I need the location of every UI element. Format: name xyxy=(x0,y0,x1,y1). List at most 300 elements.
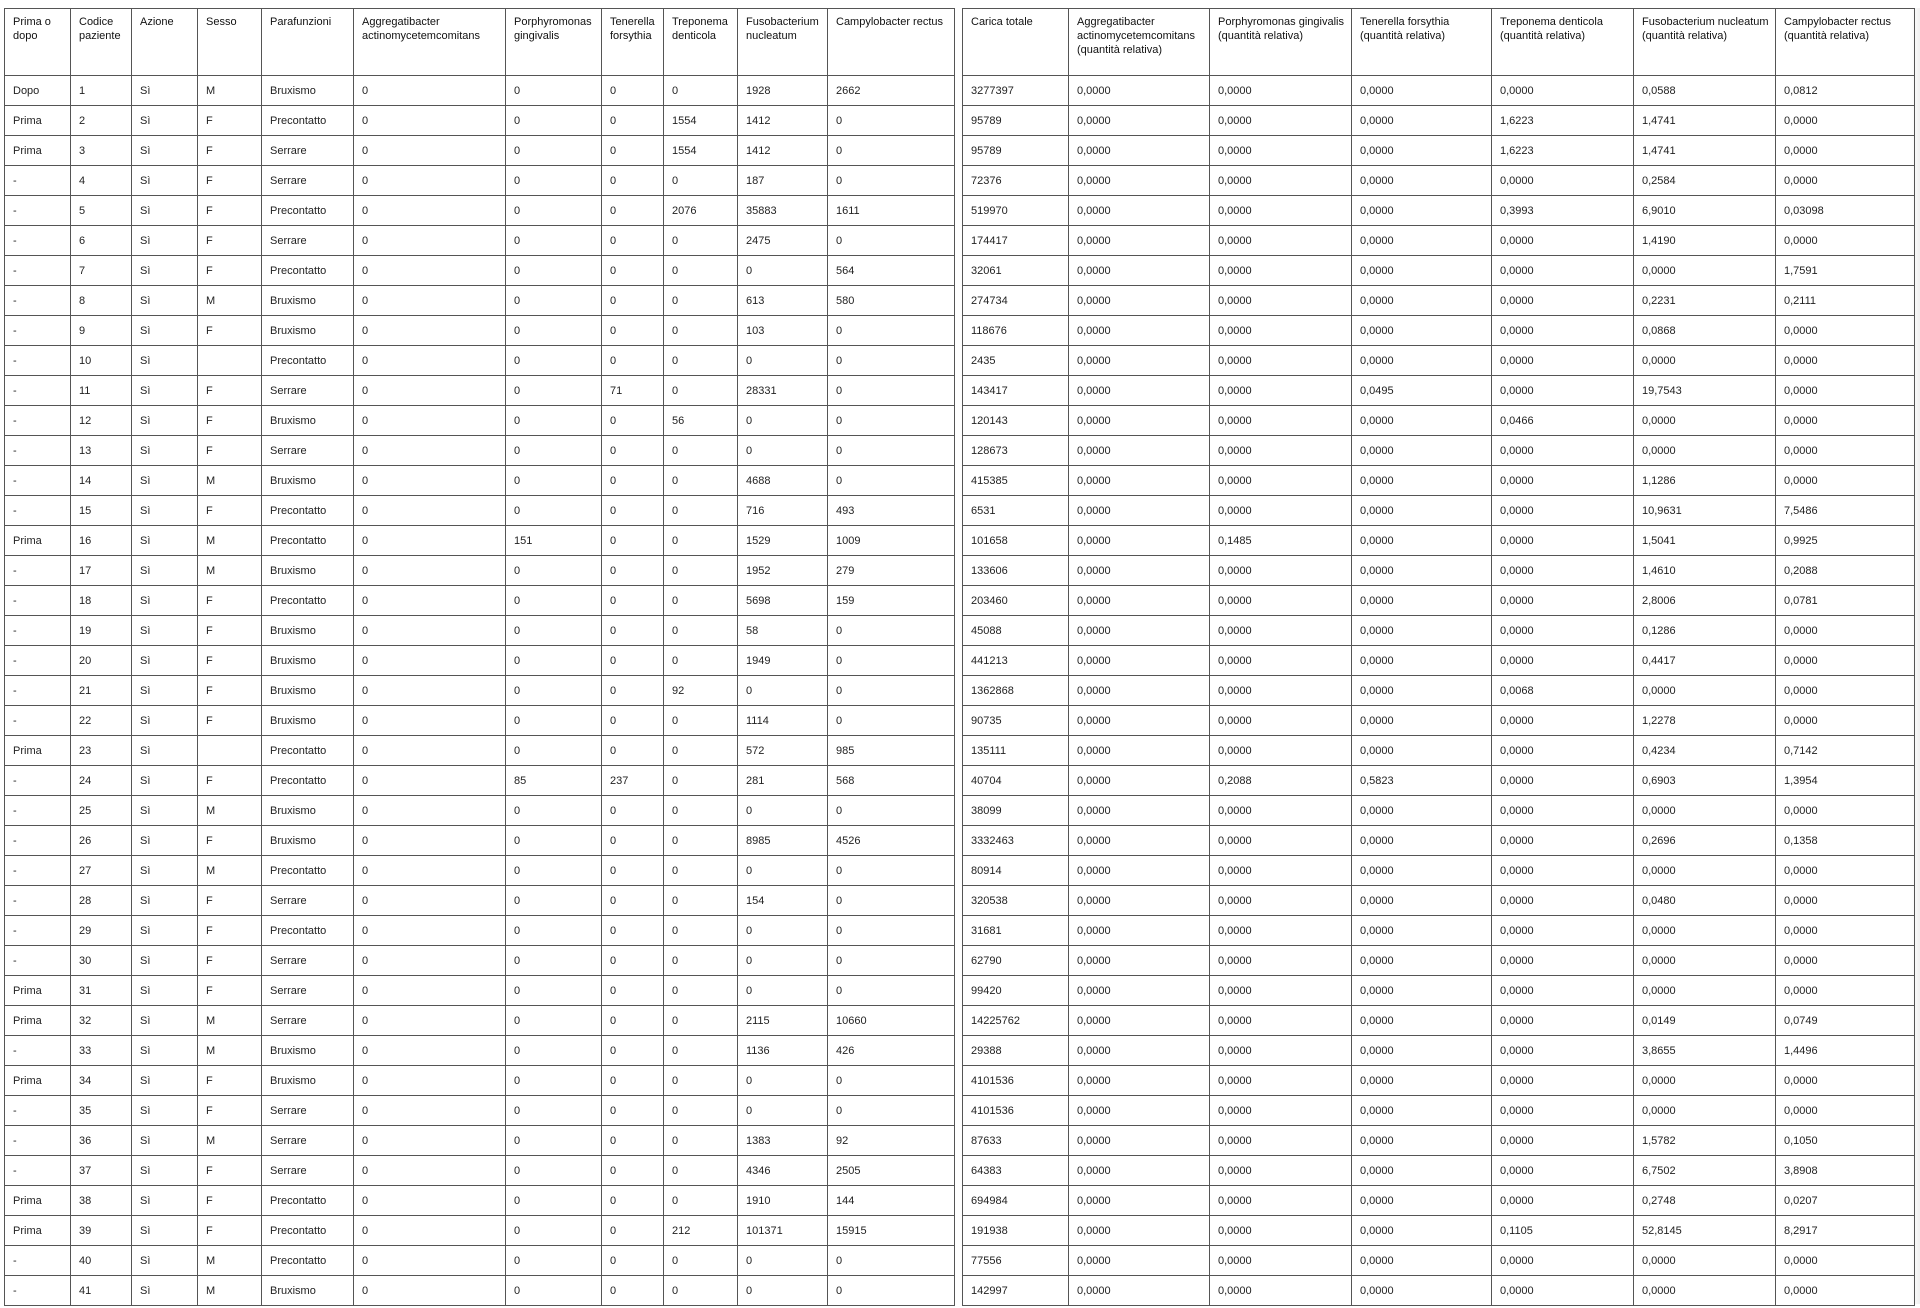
table-cell: M xyxy=(198,286,262,316)
table-cell: 0 xyxy=(828,976,955,1006)
table-cell: 0 xyxy=(354,676,506,706)
table-cell: 0,0000 xyxy=(1210,346,1352,376)
table-row xyxy=(963,586,1915,616)
table-cell: F xyxy=(198,196,262,226)
table-row xyxy=(963,196,1915,226)
table-cell: 0 xyxy=(664,976,738,1006)
table-cell: 0,0000 xyxy=(1210,1216,1352,1246)
table-cell: 0,0000 xyxy=(1634,406,1776,436)
table-cell: 0,0000 xyxy=(1210,1246,1352,1276)
table-row xyxy=(5,946,955,976)
table-cell: 0 xyxy=(506,616,602,646)
table-cell: 0 xyxy=(602,286,664,316)
table-cell: 0 xyxy=(828,676,955,706)
table-cell: 0 xyxy=(354,916,506,946)
table-cell: 0,0000 xyxy=(1492,226,1634,256)
table-row xyxy=(5,286,955,316)
table-cell: Sì xyxy=(132,1036,198,1066)
table-cell: 0 xyxy=(354,286,506,316)
table-cell: 1,4610 xyxy=(1634,556,1776,586)
table-cell: 0,0000 xyxy=(1776,376,1915,406)
table-cell: 0 xyxy=(664,1036,738,1066)
table-cell: 0,0000 xyxy=(1069,136,1210,166)
table-cell: 0 xyxy=(828,466,955,496)
table-cell: 0,0000 xyxy=(1069,196,1210,226)
table-cell: 0 xyxy=(602,1006,664,1036)
table-row xyxy=(5,706,955,736)
table-cell: 0,0000 xyxy=(1634,346,1776,376)
table-cell: - xyxy=(5,1276,71,1306)
table-cell: 142997 xyxy=(963,1276,1069,1306)
table-cell: 52,8145 xyxy=(1634,1216,1776,1246)
table-cell: 0 xyxy=(664,826,738,856)
table-cell: 0 xyxy=(738,346,828,376)
table-cell: 18 xyxy=(71,586,132,616)
table-row xyxy=(5,556,955,586)
table-cell: - xyxy=(5,616,71,646)
table-cell: F xyxy=(198,676,262,706)
table-cell: 0 xyxy=(506,76,602,106)
table-cell: Serrare xyxy=(262,946,354,976)
table-cell: 0,0000 xyxy=(1776,886,1915,916)
table-cell: - xyxy=(5,196,71,226)
table-cell: 0 xyxy=(664,1156,738,1186)
table-cell: 203460 xyxy=(963,586,1069,616)
table-cell: 0 xyxy=(506,586,602,616)
table-cell: 0 xyxy=(354,1036,506,1066)
table-cell: 1952 xyxy=(738,556,828,586)
table-cell: Bruxismo xyxy=(262,556,354,586)
column-header: Aggregatibacter actinomycetemcomitans xyxy=(354,9,506,76)
table-cell: 38099 xyxy=(963,796,1069,826)
table-cell: 0,0000 xyxy=(1776,346,1915,376)
table-cell: 0,0000 xyxy=(1776,976,1915,1006)
table-cell: 0,2111 xyxy=(1776,286,1915,316)
table-cell: 0,0000 xyxy=(1492,436,1634,466)
table-cell: 0,0000 xyxy=(1352,586,1492,616)
table-cell: 0 xyxy=(506,1276,602,1306)
table-cell: 0 xyxy=(602,1186,664,1216)
table-cell: 0 xyxy=(664,556,738,586)
table-cell: - xyxy=(5,916,71,946)
table-cell: 0 xyxy=(602,166,664,196)
table-row xyxy=(963,466,1915,496)
table-cell: 0 xyxy=(506,886,602,916)
table-cell: 56 xyxy=(664,406,738,436)
table-cell: F xyxy=(198,106,262,136)
table-cell: M xyxy=(198,1276,262,1306)
column-header: Azione xyxy=(132,9,198,76)
table-cell: 0,0000 xyxy=(1069,856,1210,886)
table-cell: 0,0000 xyxy=(1776,466,1915,496)
table-cell: 0 xyxy=(602,916,664,946)
table-cell: 90735 xyxy=(963,706,1069,736)
table-cell: 0,0000 xyxy=(1210,106,1352,136)
table-cell: Sì xyxy=(132,346,198,376)
table-cell: 0,1485 xyxy=(1210,526,1352,556)
table-row xyxy=(963,616,1915,646)
table-cell: 0,2088 xyxy=(1776,556,1915,586)
table-cell: 0,0000 xyxy=(1069,796,1210,826)
table-cell: 1,1286 xyxy=(1634,466,1776,496)
table-cell: Prima xyxy=(5,136,71,166)
table-cell: 174417 xyxy=(963,226,1069,256)
table-cell: 0,0000 xyxy=(1776,136,1915,166)
table-cell: 0,0466 xyxy=(1492,406,1634,436)
table-cell: 0 xyxy=(354,706,506,736)
table-cell: 0 xyxy=(828,646,955,676)
table-row xyxy=(963,946,1915,976)
table-cell: 151 xyxy=(506,526,602,556)
table-cell: 0,0000 xyxy=(1210,406,1352,436)
table-cell: 32 xyxy=(71,1006,132,1036)
column-header: Sesso xyxy=(198,9,262,76)
table-cell: Sì xyxy=(132,886,198,916)
table-cell: 187 xyxy=(738,166,828,196)
table-cell: Precontatto xyxy=(262,1216,354,1246)
table-cell: 0,0000 xyxy=(1492,1276,1634,1306)
table-cell: 3277397 xyxy=(963,76,1069,106)
table-cell: 426 xyxy=(828,1036,955,1066)
table-cell: 0 xyxy=(602,556,664,586)
table-cell: 0,0000 xyxy=(1352,256,1492,286)
table-row xyxy=(963,406,1915,436)
table-cell: 0,0000 xyxy=(1634,976,1776,1006)
table-cell: Sì xyxy=(132,826,198,856)
table-cell: Precontatto xyxy=(262,736,354,766)
table-cell: 133606 xyxy=(963,556,1069,586)
table-cell: 1,4496 xyxy=(1776,1036,1915,1066)
table-row xyxy=(963,1156,1915,1186)
table-cell: 0 xyxy=(828,706,955,736)
table-cell: 0 xyxy=(602,946,664,976)
table-row xyxy=(963,376,1915,406)
table-cell: 1412 xyxy=(738,136,828,166)
table-row xyxy=(963,526,1915,556)
table-cell: 0,0000 xyxy=(1069,886,1210,916)
table-cell: 5698 xyxy=(738,586,828,616)
table-cell: Prima xyxy=(5,736,71,766)
table-cell: Sì xyxy=(132,1156,198,1186)
table-cell: 0,0000 xyxy=(1352,496,1492,526)
table-cell: 0,0000 xyxy=(1210,946,1352,976)
table-cell: 0 xyxy=(664,856,738,886)
table-cell: 0 xyxy=(828,406,955,436)
column-header: Aggregatibacter actinomycetemcomitans (quantità relativa) xyxy=(1069,9,1210,76)
table-cell: 0,0000 xyxy=(1069,556,1210,586)
table-cell: 441213 xyxy=(963,646,1069,676)
table-cell: Prima xyxy=(5,1006,71,1036)
table-cell: 0 xyxy=(354,226,506,256)
table-cell: Bruxismo xyxy=(262,646,354,676)
table-cell: - xyxy=(5,496,71,526)
table-cell: 0 xyxy=(506,346,602,376)
table-cell: 0,0000 xyxy=(1352,886,1492,916)
table-cell: 0,0000 xyxy=(1210,76,1352,106)
table-row xyxy=(5,346,955,376)
table-cell: 0 xyxy=(664,1066,738,1096)
table-cell: 0,0000 xyxy=(1069,1276,1210,1306)
table-row xyxy=(963,286,1915,316)
table-cell: 1009 xyxy=(828,526,955,556)
table-cell: 0,0000 xyxy=(1069,436,1210,466)
table-cell: M xyxy=(198,1036,262,1066)
table-cell: 0 xyxy=(828,796,955,826)
table-cell: 19 xyxy=(71,616,132,646)
table-cell: 0 xyxy=(828,136,955,166)
table-cell: 0 xyxy=(506,1066,602,1096)
table-cell: 0 xyxy=(354,466,506,496)
table-row xyxy=(5,676,955,706)
table-cell: Prima xyxy=(5,526,71,556)
table-cell: 0,0207 xyxy=(1776,1186,1915,1216)
table-cell: - xyxy=(5,166,71,196)
table-cell: 0 xyxy=(506,856,602,886)
table-row xyxy=(5,1276,955,1306)
table-cell: 5 xyxy=(71,196,132,226)
table-cell: 0 xyxy=(828,166,955,196)
table-cell: 0,0000 xyxy=(1069,676,1210,706)
table-cell: 0,0000 xyxy=(1352,796,1492,826)
table-cell: 118676 xyxy=(963,316,1069,346)
table-cell: 0,2696 xyxy=(1634,826,1776,856)
table-cell: 0 xyxy=(354,376,506,406)
table-row xyxy=(5,136,955,166)
table-cell: 0,0000 xyxy=(1069,1156,1210,1186)
table-cell: 23 xyxy=(71,736,132,766)
table-cell: 0 xyxy=(354,946,506,976)
table-cell: 0,0000 xyxy=(1492,766,1634,796)
table-row xyxy=(5,616,955,646)
table-row xyxy=(963,1126,1915,1156)
table-cell: 154 xyxy=(738,886,828,916)
table-cell: 0,0000 xyxy=(1352,916,1492,946)
table-cell: 0,0000 xyxy=(1492,256,1634,286)
table-cell: 0 xyxy=(602,466,664,496)
table-cell: 0,0000 xyxy=(1069,1126,1210,1156)
table-cell: 0 xyxy=(602,586,664,616)
table-cell: 0,0068 xyxy=(1492,676,1634,706)
table-cell: 77556 xyxy=(963,1246,1069,1276)
table-cell: 27 xyxy=(71,856,132,886)
table-cell: 0,4417 xyxy=(1634,646,1776,676)
table-body xyxy=(963,76,1915,1306)
table-cell: 0 xyxy=(602,196,664,226)
table-cell: Precontatto xyxy=(262,526,354,556)
table-cell: 0,0000 xyxy=(1069,976,1210,1006)
table-cell: Prima xyxy=(5,1066,71,1096)
table-cell: 0,4234 xyxy=(1634,736,1776,766)
table-cell: Bruxismo xyxy=(262,616,354,646)
table-row xyxy=(5,436,955,466)
table-cell: 0 xyxy=(828,1276,955,1306)
table-cell: 0,0000 xyxy=(1352,1216,1492,1246)
table-cell: 12 xyxy=(71,406,132,436)
table-cell: 0,1358 xyxy=(1776,826,1915,856)
table-cell: Sì xyxy=(132,226,198,256)
table-cell: 0,0781 xyxy=(1776,586,1915,616)
table-cell: 0,1105 xyxy=(1492,1216,1634,1246)
table-row xyxy=(5,646,955,676)
table-cell: 0 xyxy=(354,526,506,556)
table-cell: F xyxy=(198,166,262,196)
table-cell: 0,0000 xyxy=(1776,946,1915,976)
column-header: Treponema denticola (quantità relativa) xyxy=(1492,9,1634,76)
table-row xyxy=(5,1216,955,1246)
table-cell: M xyxy=(198,466,262,496)
table-cell: 1,6223 xyxy=(1492,136,1634,166)
table-cell: Sì xyxy=(132,286,198,316)
table-cell: 0,0000 xyxy=(1210,1036,1352,1066)
table-cell: 0,0000 xyxy=(1492,316,1634,346)
table-cell: 0,0000 xyxy=(1210,886,1352,916)
table-cell: Precontatto xyxy=(262,586,354,616)
column-header: Porphyromonas gingivalis (quantità relativa) xyxy=(1210,9,1352,76)
table-cell: 0 xyxy=(664,76,738,106)
table-cell: 0 xyxy=(828,376,955,406)
table-cell: Sì xyxy=(132,1186,198,1216)
table-cell: Sì xyxy=(132,106,198,136)
table-cell: 28 xyxy=(71,886,132,916)
table-cell: 0,0000 xyxy=(1776,436,1915,466)
table-cell: 0,0000 xyxy=(1069,1186,1210,1216)
table-cell: 237 xyxy=(602,766,664,796)
table-cell: F xyxy=(198,1066,262,1096)
table-cell: M xyxy=(198,526,262,556)
table-cell: 0 xyxy=(664,166,738,196)
table-cell: 1136 xyxy=(738,1036,828,1066)
table-row xyxy=(5,796,955,826)
table-cell: F xyxy=(198,1096,262,1126)
table-cell: Serrare xyxy=(262,1156,354,1186)
table-cell: 0 xyxy=(354,1096,506,1126)
table-cell: 0,0000 xyxy=(1352,466,1492,496)
table-cell: 20 xyxy=(71,646,132,676)
table-cell: 1949 xyxy=(738,646,828,676)
table-cell xyxy=(198,346,262,376)
table-cell: 0,0000 xyxy=(1069,76,1210,106)
table-cell: 0,0000 xyxy=(1492,1186,1634,1216)
table-cell: 80914 xyxy=(963,856,1069,886)
table-cell: - xyxy=(5,316,71,346)
table-cell: 64383 xyxy=(963,1156,1069,1186)
table-cell: 0,0000 xyxy=(1352,1006,1492,1036)
column-header: Parafunzioni xyxy=(262,9,354,76)
table-cell: 0 xyxy=(664,796,738,826)
table-cell: 0,0000 xyxy=(1210,1096,1352,1126)
table-row xyxy=(5,976,955,1006)
table-row xyxy=(5,1156,955,1186)
table-cell: 0 xyxy=(738,976,828,1006)
table-cell: 0 xyxy=(664,1276,738,1306)
table-cell: 30 xyxy=(71,946,132,976)
table-row xyxy=(5,1006,955,1036)
table-cell: 0 xyxy=(354,436,506,466)
table-cell: F xyxy=(198,706,262,736)
table-cell: 0,0000 xyxy=(1492,526,1634,556)
table-cell: 613 xyxy=(738,286,828,316)
table-cell: - xyxy=(5,796,71,826)
table-cell: 1,7591 xyxy=(1776,256,1915,286)
table-cell: 493 xyxy=(828,496,955,526)
table-cell: 3332463 xyxy=(963,826,1069,856)
table-cell: 0,0000 xyxy=(1776,1066,1915,1096)
table-cell: F xyxy=(198,256,262,286)
table-row xyxy=(963,796,1915,826)
table-cell: Sì xyxy=(132,646,198,676)
table-cell: 0,3993 xyxy=(1492,196,1634,226)
table-cell: 0,0000 xyxy=(1069,1216,1210,1246)
table-cell: 0,03098 xyxy=(1776,196,1915,226)
table-cell: 17 xyxy=(71,556,132,586)
table-cell: 14 xyxy=(71,466,132,496)
table-cell: 0 xyxy=(354,856,506,886)
table-cell: 31 xyxy=(71,976,132,1006)
table-cell: 0,0000 xyxy=(1492,166,1634,196)
table-cell: 0 xyxy=(602,316,664,346)
table-row xyxy=(963,226,1915,256)
table-cell: 85 xyxy=(506,766,602,796)
table-cell: Sì xyxy=(132,76,198,106)
table-cell: 25 xyxy=(71,796,132,826)
table-cell: 0 xyxy=(506,916,602,946)
table-cell: Serrare xyxy=(262,436,354,466)
table-cell: 1554 xyxy=(664,106,738,136)
table-row xyxy=(5,886,955,916)
table-cell: 0,0000 xyxy=(1210,466,1352,496)
table-cell: 0,0000 xyxy=(1210,1276,1352,1306)
table-cell: 0,0000 xyxy=(1634,1246,1776,1276)
table-cell: Sì xyxy=(132,466,198,496)
table-cell: 10,9631 xyxy=(1634,496,1776,526)
table-cell: Sì xyxy=(132,1276,198,1306)
table-cell: 0 xyxy=(602,106,664,136)
table-cell: 0 xyxy=(602,886,664,916)
table-cell: - xyxy=(5,1036,71,1066)
table-cell: 0,0000 xyxy=(1776,856,1915,886)
table-row xyxy=(963,826,1915,856)
table-cell: - xyxy=(5,1126,71,1156)
table-cell: 0 xyxy=(506,406,602,436)
table-cell: F xyxy=(198,916,262,946)
table-cell: 2662 xyxy=(828,76,955,106)
column-header: Campylobacter rectus (quantità relativa) xyxy=(1776,9,1915,76)
table-cell: 0,0000 xyxy=(1634,1096,1776,1126)
table-cell: 45088 xyxy=(963,616,1069,646)
table-cell: 0,0000 xyxy=(1210,1186,1352,1216)
table-cell: 0,0000 xyxy=(1210,976,1352,1006)
table-cell: F xyxy=(198,766,262,796)
table-cell: - xyxy=(5,556,71,586)
table-cell: 0,0000 xyxy=(1069,826,1210,856)
table-cell: 2475 xyxy=(738,226,828,256)
table-cell: 0 xyxy=(828,436,955,466)
table-cell: 0,0000 xyxy=(1776,406,1915,436)
table-cell: 0,0000 xyxy=(1210,286,1352,316)
table-cell: 0,0000 xyxy=(1210,256,1352,286)
table-cell: Serrare xyxy=(262,1006,354,1036)
table-cell: Sì xyxy=(132,616,198,646)
table-cell: 0,0000 xyxy=(1210,676,1352,706)
table-cell: 0 xyxy=(506,256,602,286)
table-cell: Sì xyxy=(132,1216,198,1246)
table-cell: 0,0000 xyxy=(1352,556,1492,586)
table-cell: 0,0000 xyxy=(1492,736,1634,766)
table-cell: 0 xyxy=(506,646,602,676)
table-cell: 0,2584 xyxy=(1634,166,1776,196)
table-row xyxy=(5,1036,955,1066)
table-cell: 0 xyxy=(602,736,664,766)
